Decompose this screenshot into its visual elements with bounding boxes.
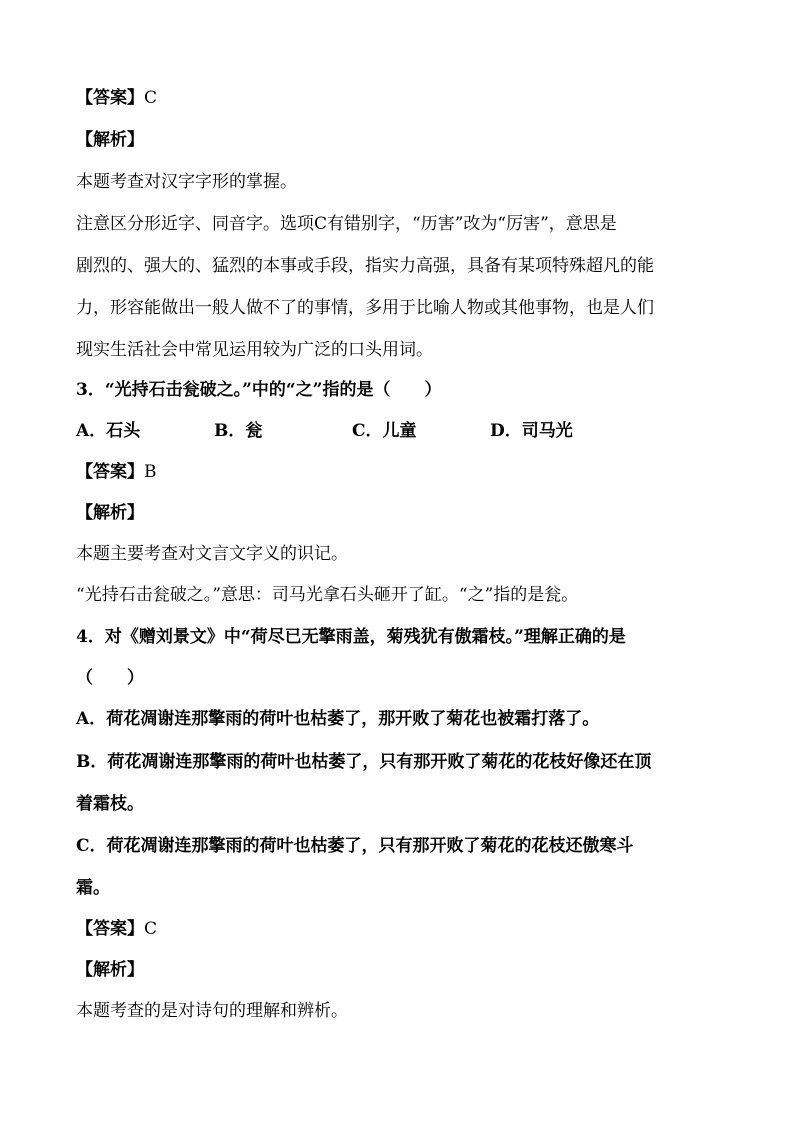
answer-tag: 【答案】: [76, 462, 144, 482]
question-4-text: （ ）: [76, 668, 144, 688]
answer-line: [76, 460, 157, 484]
option-c: C．荷花凋谢连那擎雨的荷叶也枯萎了，只有那开败了菊花的花枝还傲寒斗: [76, 836, 634, 856]
answer-line: [76, 917, 157, 941]
answer-line: [76, 86, 157, 110]
answer-value: B: [144, 462, 157, 482]
option-d: D．司马光: [490, 421, 573, 441]
option-c-continued: 霜。: [76, 878, 110, 898]
question-4-text: 4．对《赠刘景文》中“荷尽已无擎雨盖，菊残犹有傲霜枝。”理解正确的是: [76, 627, 626, 647]
option-b: B．荷花凋谢连那擎雨的荷叶也枯萎了，只有那开败了菊花的花枝好像还在顶: [76, 752, 652, 772]
answer-value: C: [144, 919, 158, 939]
analysis-text: 力，形容能做出一般人做不了的事情，多用于比喻人物或其他事物，也是人们: [76, 298, 654, 318]
analysis-tag: 【解析】: [76, 130, 144, 150]
option-b-continued: 着霜枝。: [76, 794, 144, 814]
option-c: C．儿童: [352, 421, 417, 441]
analysis-text: 本题主要考查对文言文字义的识记。: [76, 544, 348, 564]
option-b: B．瓮: [214, 421, 263, 441]
question-3-text: 3．“光持石击瓮破之。”中的“之”指的是（ ）: [76, 380, 442, 400]
analysis-tag: 【解析】: [76, 503, 144, 523]
analysis-text: “光持石击瓮破之。”意思：司马光拿石头砸开了缸。“之”指的是瓮。: [76, 585, 579, 605]
analysis-tag: 【解析】: [76, 960, 144, 980]
analysis-text: 剧烈的、强大的、猛烈的本事或手段，指实力高强，具备有某项特殊超凡的能: [76, 256, 654, 276]
option-a: A．石头: [76, 421, 141, 441]
analysis-text: 本题考查的是对诗句的理解和辨析。: [76, 1001, 348, 1021]
analysis-text: 注意区分形近字、同音字。选项C有错别字，“历害”改为“厉害”，意思是: [76, 214, 617, 234]
answer-tag: 【答案】: [76, 919, 144, 939]
analysis-text: 本题考查对汉字字形的掌握。: [76, 172, 297, 192]
answer-value: C: [144, 88, 158, 108]
answer-tag: 【答案】: [76, 88, 144, 108]
option-a: A．荷花凋谢连那擎雨的荷叶也枯萎了，那开败了菊花也被霜打落了。: [76, 709, 600, 729]
analysis-text: 现实生活社会中常见运用较为广泛的口头用词。: [76, 340, 433, 360]
